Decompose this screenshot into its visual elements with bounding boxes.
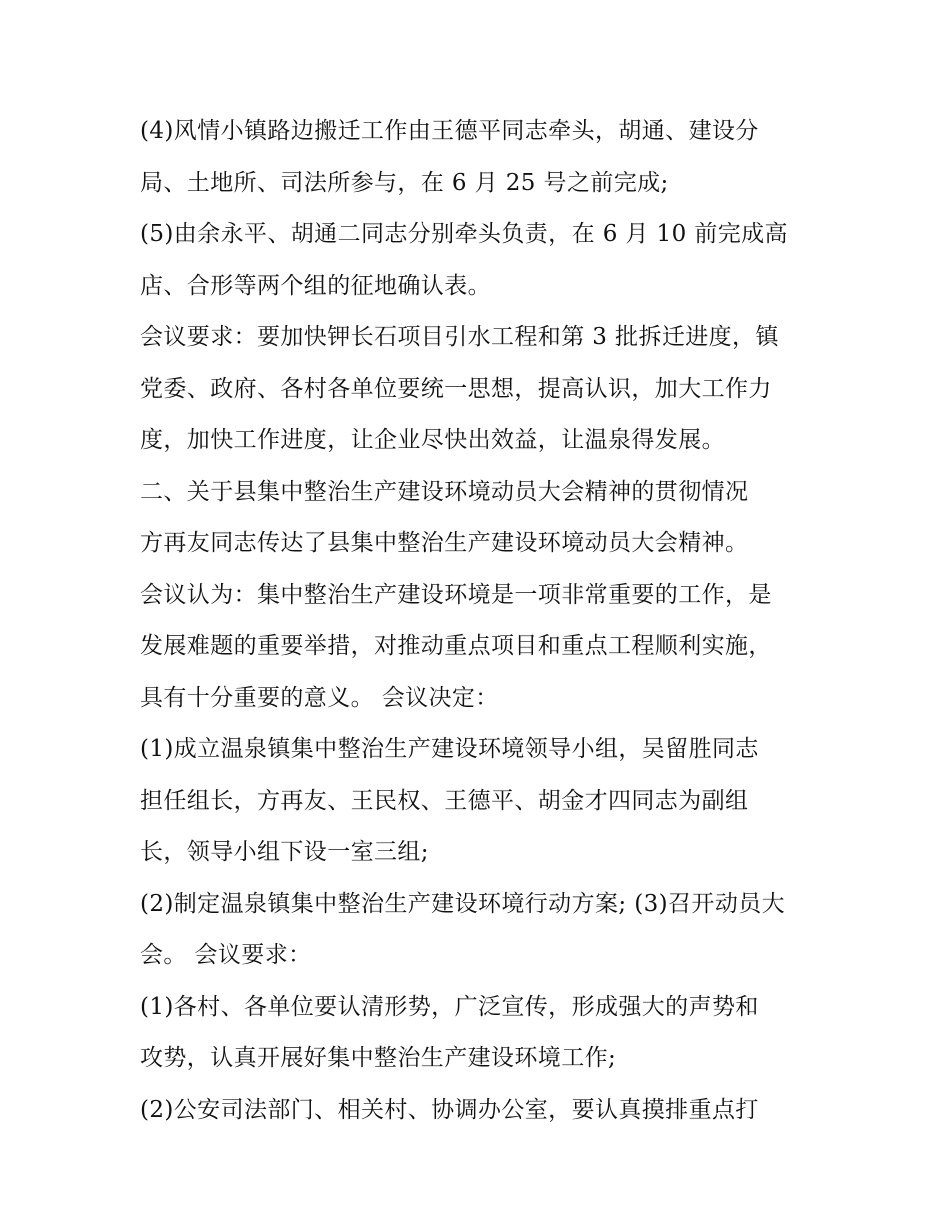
- text-line: 方再友同志传达了县集中整治生产建设环境动员大会精神。: [140, 530, 749, 556]
- text-line: 会。 会议要求：: [140, 942, 312, 968]
- text-line: 度，加快工作进度，让企业尽快出效益，让温泉得发展。: [140, 427, 725, 453]
- text-line: (1)成立温泉镇集中整治生产建设环境领导小组，吴留胜同志: [140, 736, 759, 762]
- document-body: [140, 111, 830, 1141]
- text-line: (1)各村、各单位要认清形势，广泛宣传，形成强大的声势和: [140, 993, 759, 1020]
- text-line: (2)制定温泉镇集中整治生产建设环境行动方案; (3)召开动员大: [140, 890, 786, 917]
- text-line: 攻势，认真开展好集中整治生产建设环境工作;: [140, 1045, 617, 1071]
- text-line: 党委、政府、各村各单位要统一思想，提高认识，加大工作力: [140, 375, 772, 402]
- text-line: (4)风情小镇路边搬迁工作由王德平同志牵头，胡通、建设分: [140, 118, 759, 144]
- section-heading: 二、关于县集中整治生产建设环境动员大会精神的贯彻情况: [140, 478, 749, 505]
- text-line: 局、土地所、司法所参与，在 6 月 25 号之前完成;: [140, 169, 669, 196]
- text-line: 会议认为：集中整治生产建设环境是一项非常重要的工作，是: [140, 581, 772, 608]
- text-line: (5)由余永平、胡通二同志分别牵头负责，在 6 月 10 前完成高: [140, 221, 788, 247]
- text-line: 具有十分重要的意义。 会议决定：: [140, 684, 499, 711]
- text-line: 长，领导小组下设一室三组;: [140, 839, 429, 865]
- text-line: 发展难题的重要举措，对推动重点项目和重点工程顺利实施，: [140, 633, 772, 659]
- text-line: 店、合形等两个组的征地确认表。: [140, 272, 491, 299]
- text-line: (2)公安司法部门、相关村、协调办公室，要认真摸排重点打: [140, 1096, 759, 1123]
- text-line: 会议要求：要加快钾长石项目引水工程和第 3 批拆迁进度，镇: [140, 324, 779, 350]
- text-line: 担任组长，方再友、王民权、王德平、胡金才四同志为副组: [140, 787, 749, 814]
